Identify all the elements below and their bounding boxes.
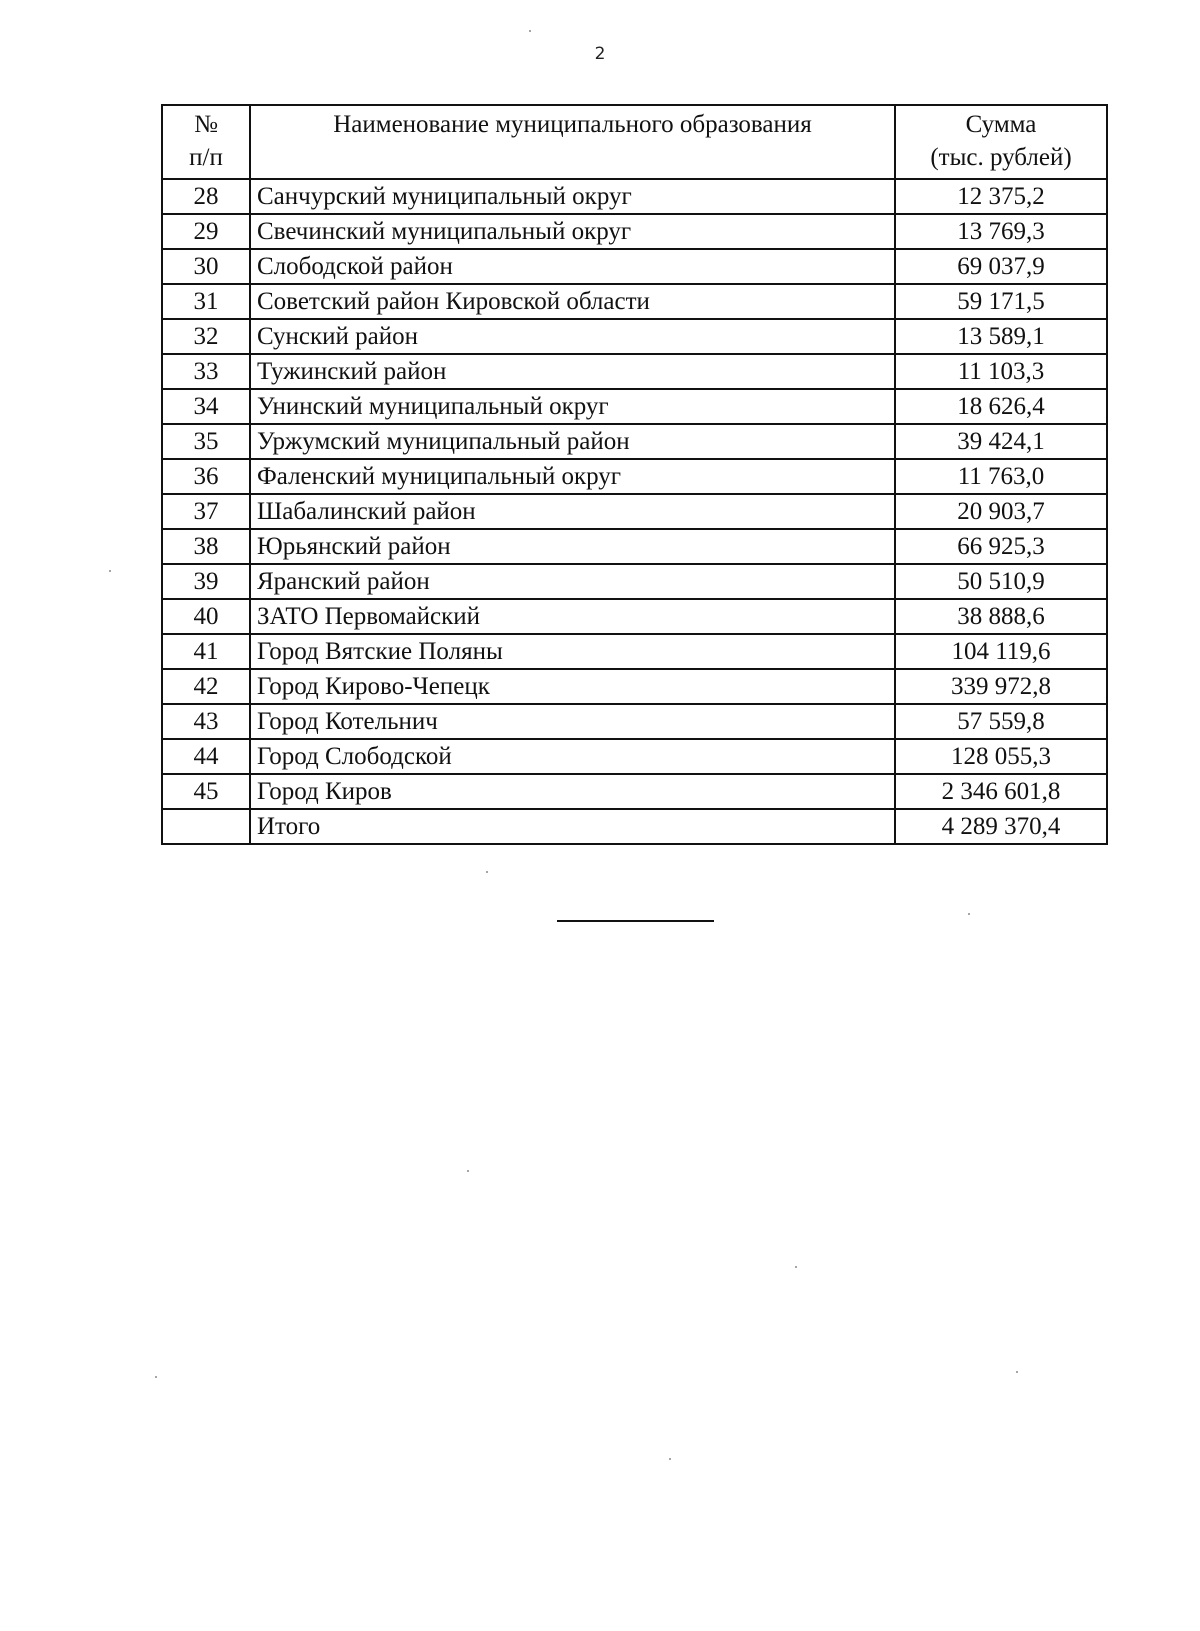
table-row [162,774,1107,809]
row-sum: 20 903,7 [895,494,1107,529]
row-name: Фаленский муниципальный округ [250,459,895,494]
row-sum: 69 037,9 [895,249,1107,284]
row-number: 29 [162,214,250,249]
row-sum: 18 626,4 [895,389,1107,424]
row-name: Уржумский муниципальный район [250,424,895,459]
row-sum: 2 346 601,8 [895,774,1107,809]
row-number: 40 [162,599,250,634]
row-number: 37 [162,494,250,529]
header-sum [895,105,1107,179]
row-name: Город Вятские Поляны [250,634,895,669]
total-label: Итого [250,809,895,844]
table-row [162,634,1107,669]
row-number: 43 [162,704,250,739]
row-sum: 59 171,5 [895,284,1107,319]
scan-speck [109,570,111,572]
row-sum: 128 055,3 [895,739,1107,774]
row-number: 45 [162,774,250,809]
row-sum: 13 589,1 [895,319,1107,354]
row-number: 32 [162,319,250,354]
table-row [162,319,1107,354]
row-number: 34 [162,389,250,424]
table-row [162,669,1107,704]
table-row [162,529,1107,564]
row-sum: 11 763,0 [895,459,1107,494]
scan-speck [669,1458,671,1460]
table-row [162,494,1107,529]
scan-speck [467,1170,469,1172]
scan-speck [1016,1371,1018,1373]
row-number: 33 [162,354,250,389]
table-row [162,214,1107,249]
total-row [162,809,1107,844]
table-body [162,179,1107,844]
row-name: Советский район Кировской области [250,284,895,319]
row-sum: 39 424,1 [895,424,1107,459]
row-number: 28 [162,179,250,214]
table-row [162,704,1107,739]
row-name: Шабалинский район [250,494,895,529]
table-row [162,249,1107,284]
row-sum: 11 103,3 [895,354,1107,389]
row-sum: 57 559,8 [895,704,1107,739]
table-row [162,459,1107,494]
row-name: Сунский район [250,319,895,354]
row-name: Санчурский муниципальный округ [250,179,895,214]
header-sum-unit: (тыс. рублей) [930,144,1072,171]
header-name-label: Наименование муниципального образования [333,111,812,138]
row-sum: 104 119,6 [895,634,1107,669]
row-number: 38 [162,529,250,564]
row-number: 42 [162,669,250,704]
scan-speck [486,871,488,873]
scan-speck [155,1376,157,1378]
scan-speck [968,913,970,915]
table-row [162,354,1107,389]
row-sum: 38 888,6 [895,599,1107,634]
header-sum-label: Сумма [965,111,1037,138]
table-row [162,179,1107,214]
table-row [162,389,1107,424]
table-row [162,739,1107,774]
scan-speck [795,1266,797,1268]
table-header [162,105,1107,179]
row-name: Юрьянский район [250,529,895,564]
row-sum: 339 972,8 [895,669,1107,704]
closing-rule [557,920,714,922]
row-sum: 13 769,3 [895,214,1107,249]
row-name: Свечинский муниципальный округ [250,214,895,249]
scan-speck [529,30,531,32]
row-name: Город Киров [250,774,895,809]
page-number: 2 [594,44,606,64]
row-name: Яранский район [250,564,895,599]
row-number: 36 [162,459,250,494]
row-name: Город Кирово-Чепецк [250,669,895,704]
row-number: 44 [162,739,250,774]
row-number: 39 [162,564,250,599]
table-row [162,424,1107,459]
municipal-sums-table [161,104,1108,845]
row-name: Тужинский район [250,354,895,389]
table-row [162,564,1107,599]
row-number: 41 [162,634,250,669]
row-number: 31 [162,284,250,319]
row-sum: 12 375,2 [895,179,1107,214]
header-number-symbol: № [194,111,218,138]
row-name: Слободской район [250,249,895,284]
row-sum: 50 510,9 [895,564,1107,599]
total-number [162,809,250,844]
total-sum: 4 289 370,4 [895,809,1107,844]
row-sum: 66 925,3 [895,529,1107,564]
table-row [162,599,1107,634]
header-number [162,105,250,179]
row-number: 30 [162,249,250,284]
row-name: ЗАТО Первомайский [250,599,895,634]
header-number-abbrev: п/п [189,144,223,171]
row-number: 35 [162,424,250,459]
table-row [162,284,1107,319]
header-row [162,105,1107,179]
row-name: Город Слободской [250,739,895,774]
row-name: Город Котельнич [250,704,895,739]
header-name [250,105,895,179]
row-name: Унинский муниципальный округ [250,389,895,424]
